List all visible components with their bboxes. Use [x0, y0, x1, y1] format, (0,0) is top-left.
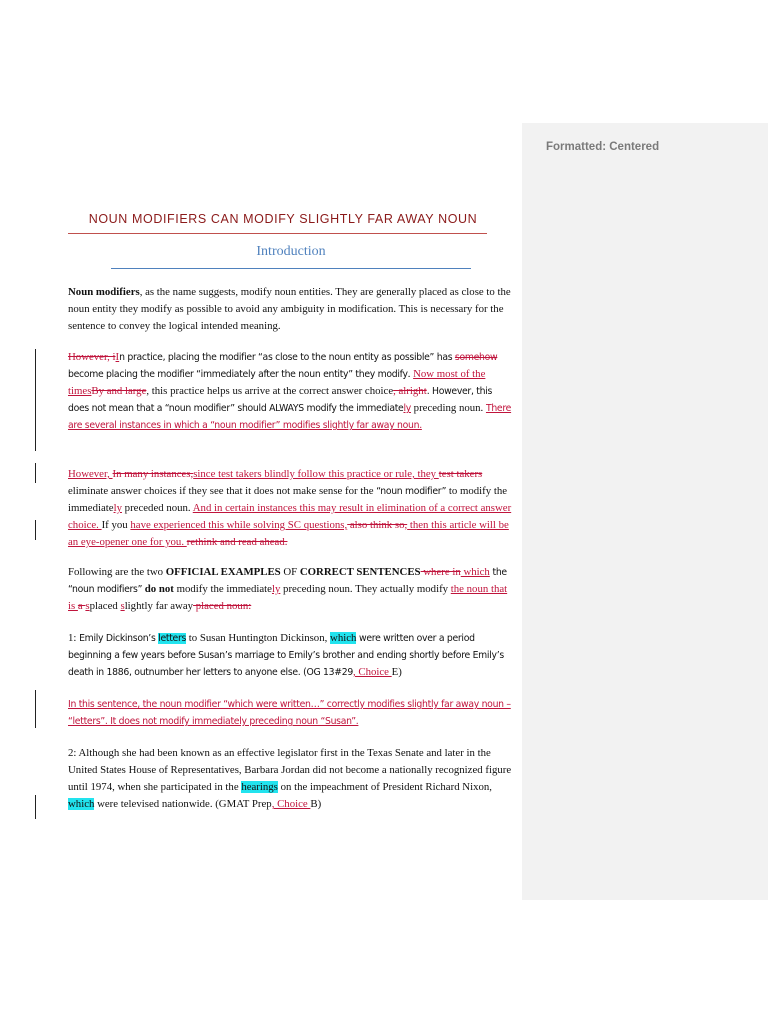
inserted-text: However,	[68, 468, 113, 480]
deleted-text: where in	[420, 566, 461, 578]
inserted-text: Now most of the times	[68, 368, 486, 397]
text-run: preceding noun.	[410, 402, 486, 414]
text-run: “noun modifier”	[376, 486, 447, 497]
deleted-text: somehow	[454, 352, 498, 363]
text-run: OF	[280, 566, 300, 578]
inserted-text: have experienced this while solving SC questions,	[130, 519, 348, 531]
text-run: Emily Dickinson’s	[79, 633, 159, 644]
inserted-text: There are several instances in which a “noun modifier” modifies slightly far away noun.	[68, 403, 512, 431]
deleted-text: test takers	[438, 468, 483, 480]
text-run: on the impeachment of President Richard Nixon,	[277, 781, 492, 793]
bold-text: CORRECT SENTENCES	[299, 566, 421, 578]
text-run: , as the name suggests, modify noun entities. They are generally placed as close to the noun entity they modify as possible to avoid any ambiguity in modification. This is necessary for the sentence to convey the logical intended meaning.	[68, 286, 511, 332]
inserted-text: which	[460, 566, 490, 578]
highlighted-word: which	[330, 632, 357, 644]
text-run: .	[407, 368, 414, 380]
bold-text: do not	[144, 583, 174, 595]
inserted-text: since test takers blindly follow this practice or rule, they	[193, 468, 439, 480]
text-run: lightly far away	[124, 600, 194, 612]
paragraph-however	[68, 466, 513, 551]
deleted-text: In many instances,	[112, 468, 194, 480]
inserted-text: the noun that is	[68, 583, 508, 612]
text-run: the “noun modifiers”	[68, 567, 507, 595]
document-title: NOUN MODIFIERS CAN MODIFY SLIGHTLY FAR AWAY NOUN	[88, 212, 478, 226]
inserted-text: I	[115, 351, 120, 363]
deleted-text: rethink and read ahead.	[186, 536, 288, 548]
paragraph-examples-intro	[68, 564, 513, 615]
paragraph-practice	[68, 349, 513, 434]
highlighted-word: which	[68, 798, 95, 810]
change-bar	[35, 795, 36, 819]
inserted-text: , Choice	[271, 798, 311, 810]
inserted-text: ly	[271, 583, 281, 595]
inserted-text: s	[120, 600, 125, 612]
text-run: to Susan Huntington Dickinson,	[186, 632, 331, 644]
text-run: were televised nationwide. (GMAT Prep	[94, 798, 272, 810]
deleted-text: also think so,	[347, 519, 408, 531]
inserted-text: ly	[403, 403, 411, 414]
example-2	[68, 745, 513, 813]
text-run: placed	[89, 600, 121, 612]
inserted-text: , Choice	[352, 666, 392, 678]
highlighted-word: letters	[158, 633, 187, 644]
inserted-text: s	[85, 600, 90, 612]
inserted-text: And in certain instances this may result in elimination of a correct answer choice.	[68, 502, 512, 531]
text-run: n practice, placing the modifier “as close to the noun entity as possible” has	[119, 352, 455, 363]
text-run: preceded noun.	[121, 502, 193, 514]
text-run: . However, this does not mean that a “noun modifier” should ALWAYS modify the immediate	[68, 386, 493, 414]
text-run: become placing the modifier “immediately after the noun entity” they modify	[68, 369, 408, 380]
text-run: Following are the two	[68, 566, 166, 578]
text-run: B)	[310, 798, 322, 810]
formatting-balloon[interactable]: Formatted: Centered	[546, 141, 660, 153]
text-run: eliminate answer choices if they see that it does not make sense for the	[68, 485, 377, 497]
text-run: 2: Although she had been known as an effective legislator first in the Texas Senate and later in the United States House of Representatives, Barbara Jordan did not become a nationally recognized figure until 1974, when she participated in the	[68, 747, 512, 793]
text-run: to modify the immediate	[68, 485, 508, 514]
text-run: modify the immediate	[173, 583, 272, 595]
title-underline	[68, 233, 487, 234]
bold-text: OFFICIAL EXAMPLES	[165, 566, 281, 578]
heading-underline	[111, 268, 471, 269]
section-heading: Introduction	[256, 244, 326, 259]
change-bar	[35, 349, 36, 451]
deleted-text: However, i	[68, 351, 116, 363]
text-run: , this practice helps us arrive at the correct answer choice	[146, 385, 394, 397]
example-1	[68, 630, 513, 681]
change-bar	[35, 690, 36, 728]
deleted-text: , alright	[393, 385, 427, 397]
text-run: preceding noun. They actually modify	[280, 583, 451, 595]
deleted-text: a	[77, 600, 86, 612]
comments-pane	[522, 123, 768, 900]
change-bar	[35, 520, 36, 540]
bold-term: Noun modifiers	[68, 286, 140, 298]
example-1-explanation: In this sentence, the noun modifier “which were written…” correctly modifies slightly far away noun – “letters”. It does not modify immediately preceding noun “Susan”.	[68, 699, 511, 727]
text-run: If you	[101, 519, 131, 531]
highlighted-word: hearings	[241, 781, 278, 793]
inserted-text: then this article will be an eye-opener one for you.	[68, 519, 509, 548]
inserted-text: ly	[113, 502, 122, 514]
text-run: 1:	[68, 632, 80, 644]
paragraph-intro	[68, 284, 513, 335]
text-run: were written over a period beginning a few years before Susan’s marriage to Emily’s brother and ending shortly before Emily’s death in 1886, outnumber her letters to anyone else. (OG 13#29	[68, 633, 504, 678]
text-run: E)	[391, 666, 402, 678]
change-bar	[35, 463, 36, 483]
deleted-text: placed noun:	[193, 600, 252, 612]
deleted-text: By and large	[91, 385, 147, 397]
